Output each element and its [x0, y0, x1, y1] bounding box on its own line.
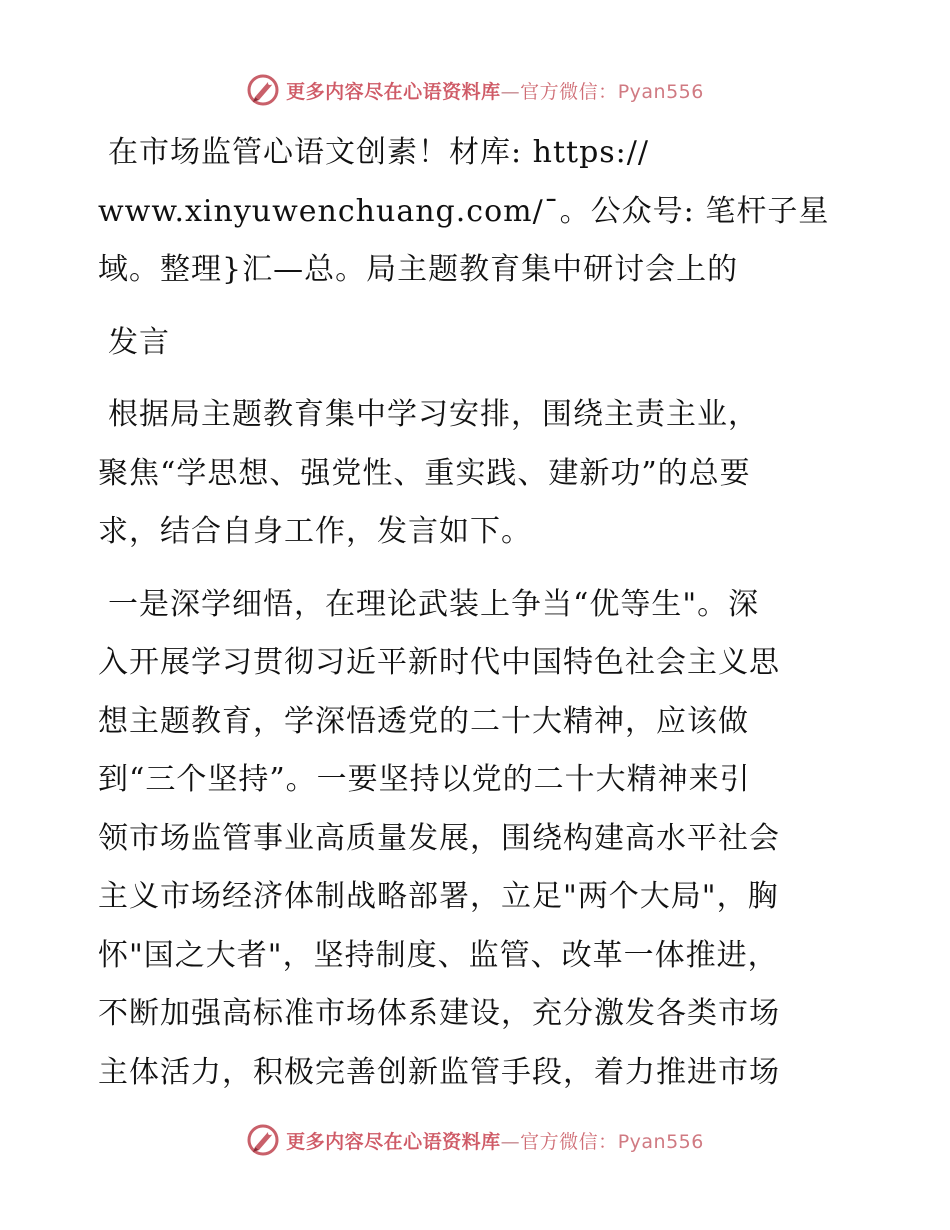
section-1-paragraph	[98, 576, 850, 1103]
footer-watermark	[0, 1120, 950, 1160]
watermark-main-text: 更多内容尽在心语资料库	[286, 1130, 501, 1153]
watermark-wechat-id: Pyan556	[617, 80, 704, 103]
intro-line-2: 聚焦“学思想、强党性、重实践、建新功”的总要	[98, 455, 751, 491]
watermark-official-label: 官方微信：	[520, 80, 618, 103]
intro-line-1: 根据局主题教育集中学习安排，围绕主责主业，	[108, 397, 759, 432]
intro-paragraph	[98, 386, 850, 562]
watermark-separator: —	[500, 80, 521, 103]
section1-line-3: 想主题教育，学深悟透党的二十大精神，应该做	[98, 703, 749, 739]
section1-line-1: 一是深学细悟，在理论武装上争当“优等生"。深	[108, 586, 760, 622]
section1-line-2: 入开展学习贯彻习近平新时代中国特色社会主义思	[98, 645, 780, 680]
section1-line-5: 领市场监管事业高质量发展，围绕构建高水平社会	[98, 820, 780, 856]
watermark-text	[286, 1127, 704, 1154]
pen-logo-icon	[246, 73, 280, 107]
section1-line-9: 主体活力，积极完善创新监管手段，着力推进市场	[98, 1054, 780, 1090]
watermark-text	[286, 77, 704, 104]
section1-line-4: 到“三个坚持”。一要坚持以党的二十大精神来引	[98, 762, 751, 797]
title-line-1: 在市场监管心语文创素！材库: https://	[108, 135, 649, 170]
pen-logo-icon	[246, 1123, 280, 1157]
section1-line-7: 怀"国之大者"，坚持制度、监管、改革一体推进，	[98, 937, 779, 973]
section1-line-8: 不断加强高标准市场体系建设，充分激发各类市场	[98, 996, 780, 1031]
watermark-separator: —	[500, 1130, 521, 1153]
watermark-wechat-id: Pyan556	[617, 1130, 704, 1153]
document-body	[98, 124, 850, 1102]
watermark-official-label: 官方微信：	[520, 1130, 618, 1153]
intro-line-3: 求，结合自身工作，发言如下。	[98, 514, 532, 549]
header-watermark	[0, 70, 950, 110]
section1-line-6: 主义市场经济体制战略部署，立足"两个大局"，胸	[98, 879, 779, 914]
title-line-3: 域。整理}汇—总。局主题教育集中研讨会上的	[98, 252, 739, 287]
title-line-4: 发言	[108, 324, 170, 360]
watermark-main-text: 更多内容尽在心语资料库	[286, 80, 501, 103]
title-line-2: www.xinyuwenchuang.com/¯。公众号: 笔杆子星	[98, 193, 830, 229]
title-block	[98, 124, 850, 372]
